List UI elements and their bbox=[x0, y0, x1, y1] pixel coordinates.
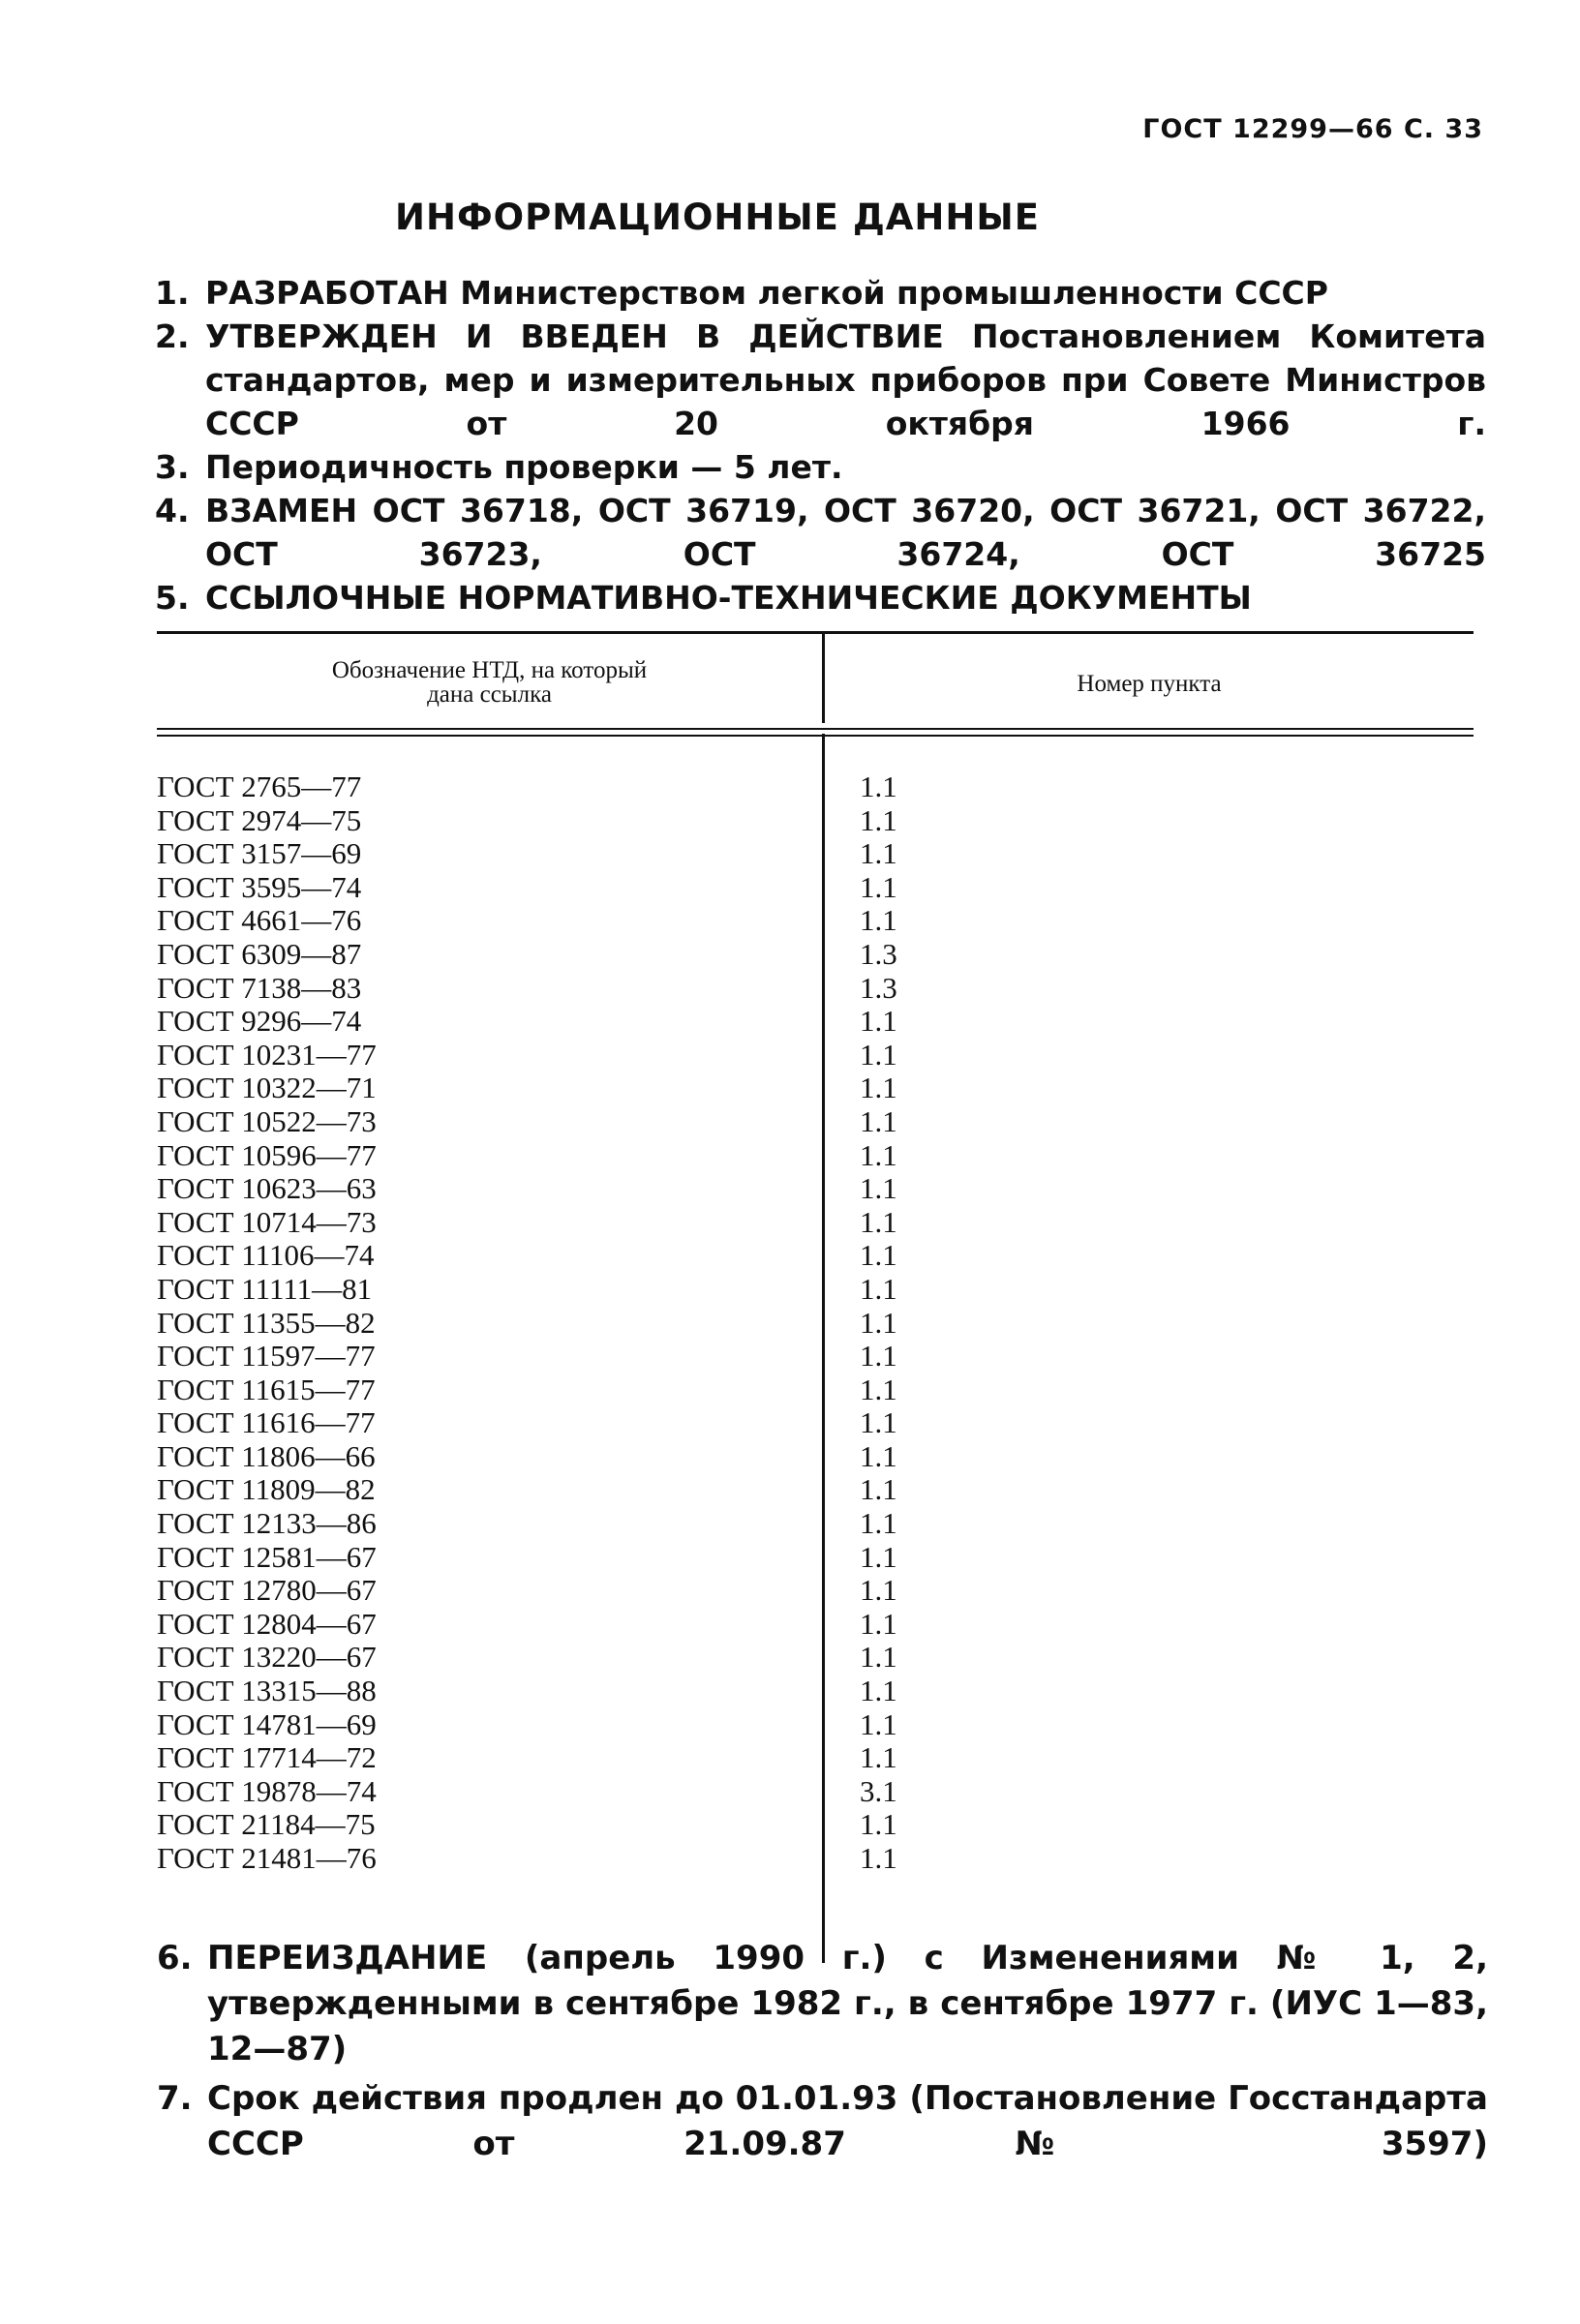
cell-document: ГОСТ 11111—81 bbox=[157, 1271, 373, 1306]
table-row bbox=[157, 770, 1474, 804]
item-lead: РАЗРАБОТАН bbox=[205, 274, 449, 312]
table-row bbox=[157, 1574, 1474, 1608]
table-row bbox=[157, 1406, 1474, 1440]
table-row bbox=[157, 1071, 1474, 1105]
table-row bbox=[157, 1675, 1474, 1708]
info-item-3: 3. Периодичность проверки — 5 лет. bbox=[155, 445, 1486, 489]
cell-point: 3.1 bbox=[860, 1773, 897, 1808]
table-row bbox=[157, 1139, 1474, 1173]
item-text: ССЫЛОЧНЫЕ НОРМАТИВНО-ТЕХНИЧЕСКИЕ ДОКУМЕНТЫ bbox=[205, 579, 1252, 617]
cell-document: ГОСТ 12804—67 bbox=[157, 1606, 377, 1641]
table-body bbox=[157, 770, 1474, 1876]
cell-point: 1.1 bbox=[860, 1472, 897, 1507]
cell-point: 1.1 bbox=[860, 1539, 897, 1574]
item-text: ПЕРЕИЗДАНИЕ (апрель 1990 г.) с Изменениями № 1, 2, утвержденными в сентябре 1982 г., в сентябре 1977 г. (ИУС 1—83, 12—87) bbox=[207, 1939, 1488, 2068]
cell-document: ГОСТ 21481—76 bbox=[157, 1841, 377, 1875]
table-header-rule-1 bbox=[157, 728, 1474, 730]
info-item-4: 4. ВЗАМЕН ОСТ 36718, ОСТ 36719, ОСТ 36720, ОСТ 36721, ОСТ 36722, ОСТ 36723, ОСТ 36724, ОСТ 36725 bbox=[155, 489, 1486, 576]
info-item-2: 2. УТВЕРЖДЕН И ВВЕДЕН В ДЕЙСТВИЕ Постановлением Комитета стандартов, мер и измерительных приборов при Совете Министров СССР от 20 октября 1966 г. bbox=[155, 317, 1486, 442]
table-row bbox=[157, 1808, 1474, 1842]
cell-point: 1.1 bbox=[860, 1339, 897, 1373]
cell-document: ГОСТ 12133—86 bbox=[157, 1506, 377, 1541]
cell-document: ГОСТ 11616—77 bbox=[157, 1405, 376, 1440]
cell-point: 1.1 bbox=[860, 1706, 897, 1741]
page-title: ИНФОРМАЦИОННЫЕ ДАННЫЕ bbox=[395, 196, 1040, 238]
cell-document: ГОСТ 11615—77 bbox=[157, 1372, 376, 1406]
cell-point: 1.3 bbox=[860, 970, 897, 1005]
cell-point: 1.1 bbox=[860, 1674, 897, 1708]
table-row bbox=[157, 1340, 1474, 1373]
page-header: ГОСТ 12299—66 С. 33 bbox=[1142, 114, 1483, 144]
info-item-1: 1. РАЗРАБОТАН Министерством легкой промышленности СССР bbox=[155, 274, 1328, 312]
table-row bbox=[157, 1507, 1474, 1541]
cell-document: ГОСТ 4661—76 bbox=[157, 903, 362, 938]
cell-point: 1.1 bbox=[860, 802, 897, 837]
column-header-point: Номер пункта bbox=[1077, 671, 1222, 697]
table-row bbox=[157, 1307, 1474, 1341]
table-row bbox=[157, 972, 1474, 1006]
cell-point: 1.1 bbox=[860, 1372, 897, 1406]
cell-document: ГОСТ 11355—82 bbox=[157, 1305, 376, 1340]
cell-point: 1.1 bbox=[860, 1171, 897, 1206]
info-item-5: 5. ССЫЛОЧНЫЕ НОРМАТИВНО-ТЕХНИЧЕСКИЕ ДОКУМЕНТЫ bbox=[155, 576, 1486, 619]
cell-point: 1.1 bbox=[860, 1103, 897, 1138]
cell-document: ГОСТ 14781—69 bbox=[157, 1706, 377, 1741]
cell-point: 1.1 bbox=[860, 1405, 897, 1440]
table-row bbox=[157, 1273, 1474, 1307]
info-items bbox=[155, 271, 1486, 619]
cell-point: 1.1 bbox=[860, 1506, 897, 1541]
cell-document: ГОСТ 3595—74 bbox=[157, 869, 362, 904]
cell-document: ГОСТ 11597—77 bbox=[157, 1339, 376, 1373]
table-row bbox=[157, 837, 1474, 871]
item-lead: УТВЕРЖДЕН И ВВЕДЕН В ДЕЙСТВИЕ bbox=[205, 317, 944, 355]
cell-document: ГОСТ 21184—75 bbox=[157, 1807, 376, 1842]
cell-point: 1.1 bbox=[860, 1740, 897, 1775]
cell-document: ГОСТ 10522—73 bbox=[157, 1103, 377, 1138]
cell-point: 1.1 bbox=[860, 1271, 897, 1306]
cell-document: ГОСТ 3157—69 bbox=[157, 836, 362, 871]
table-row bbox=[157, 1039, 1474, 1072]
cell-document: ГОСТ 10231—77 bbox=[157, 1037, 377, 1071]
cell-point: 1.1 bbox=[860, 770, 897, 803]
table-row bbox=[157, 1473, 1474, 1507]
cell-point: 1.1 bbox=[860, 1204, 897, 1239]
table-row bbox=[157, 1741, 1474, 1775]
cell-document: ГОСТ 10714—73 bbox=[157, 1204, 377, 1239]
cell-document: ГОСТ 9296—74 bbox=[157, 1004, 362, 1039]
cell-point: 1.1 bbox=[860, 1438, 897, 1473]
table-row bbox=[157, 871, 1474, 905]
cell-point: 1.1 bbox=[860, 869, 897, 904]
cell-document: ГОСТ 11806—66 bbox=[157, 1438, 376, 1473]
cell-point: 1.1 bbox=[860, 1004, 897, 1039]
table-row bbox=[157, 1641, 1474, 1675]
cell-document: ГОСТ 12581—67 bbox=[157, 1539, 377, 1574]
item-text: ВЗАМЕН ОСТ 36718, ОСТ 36719, ОСТ 36720, ОСТ 36721, ОСТ 36722, ОСТ 36723, ОСТ 36724, ОСТ 36725 bbox=[205, 492, 1486, 573]
item-text: Срок действия продлен до 01.01.93 (Постановление Госстандарта СССР от 21.09.87 № 3597) bbox=[207, 2079, 1488, 2163]
cell-point: 1.1 bbox=[860, 1137, 897, 1172]
table-row bbox=[157, 1775, 1474, 1809]
cell-point: 1.1 bbox=[860, 1841, 897, 1875]
cell-point: 1.3 bbox=[860, 936, 897, 971]
cell-point: 1.1 bbox=[860, 1573, 897, 1608]
item-text: Периодичность проверки — 5 лет. bbox=[205, 448, 843, 486]
cell-point: 1.1 bbox=[860, 1037, 897, 1071]
table-row bbox=[157, 1541, 1474, 1575]
cell-document: ГОСТ 13220—67 bbox=[157, 1640, 377, 1675]
table-row bbox=[157, 804, 1474, 838]
cell-document: ГОСТ 17714—72 bbox=[157, 1740, 377, 1775]
table-row bbox=[157, 1005, 1474, 1039]
table-row bbox=[157, 1239, 1474, 1273]
cell-document: ГОСТ 10623—63 bbox=[157, 1171, 377, 1206]
info-item-7: 7. Срок действия продлен до 01.01.93 (Постановление Госстандарта СССР от 21.09.87 № 3597) bbox=[157, 2076, 1488, 2167]
table-top-rule bbox=[157, 631, 1474, 634]
item-text: Министерством легкой промышленности СССР bbox=[460, 274, 1328, 312]
cell-document: ГОСТ 11809—82 bbox=[157, 1472, 376, 1507]
item-text: Постановлением Комитета стандартов, мер и измерительных приборов при Совете Министров СССР от 20 октября 1966 г. bbox=[205, 317, 1486, 442]
cell-point: 1.1 bbox=[860, 836, 897, 871]
cell-document: ГОСТ 10322—71 bbox=[157, 1071, 377, 1105]
cell-document: ГОСТ 11106—74 bbox=[157, 1238, 375, 1273]
info-item-6: 6. ПЕРЕИЗДАНИЕ (апрель 1990 г.) с Изменениями № 1, 2, утвержденными в сентябре 1982 г., в сентябре 1977 г. (ИУС 1—83, 12—87) bbox=[157, 1936, 1488, 2072]
cell-document: ГОСТ 2974—75 bbox=[157, 802, 362, 837]
table-row bbox=[157, 1440, 1474, 1474]
cell-document: ГОСТ 6309—87 bbox=[157, 936, 362, 971]
table-header-rule-2 bbox=[157, 735, 1474, 737]
cell-document: ГОСТ 7138—83 bbox=[157, 970, 362, 1005]
info-items-continued bbox=[157, 1936, 1488, 2167]
table-row bbox=[157, 904, 1474, 938]
column-header-document: Обозначение НТД, на который дана ссылка bbox=[331, 657, 648, 708]
cell-document: ГОСТ 12780—67 bbox=[157, 1573, 377, 1608]
cell-point: 1.1 bbox=[860, 1238, 897, 1273]
table-row bbox=[157, 1708, 1474, 1742]
cell-point: 1.1 bbox=[860, 1606, 897, 1641]
cell-point: 1.1 bbox=[860, 903, 897, 938]
cell-document: ГОСТ 13315—88 bbox=[157, 1674, 377, 1708]
table-row bbox=[157, 938, 1474, 972]
table-row bbox=[157, 1172, 1474, 1206]
table-row bbox=[157, 1373, 1474, 1407]
table-row bbox=[157, 1608, 1474, 1642]
cell-point: 1.1 bbox=[860, 1071, 897, 1105]
cell-point: 1.1 bbox=[860, 1640, 897, 1675]
table-row bbox=[157, 1842, 1474, 1876]
cell-point: 1.1 bbox=[860, 1807, 897, 1842]
table-row bbox=[157, 1105, 1474, 1139]
cell-document: ГОСТ 2765—77 bbox=[157, 770, 362, 803]
table-row bbox=[157, 1206, 1474, 1240]
cell-document: ГОСТ 19878—74 bbox=[157, 1773, 377, 1808]
cell-point: 1.1 bbox=[860, 1305, 897, 1340]
cell-document: ГОСТ 10596—77 bbox=[157, 1137, 377, 1172]
